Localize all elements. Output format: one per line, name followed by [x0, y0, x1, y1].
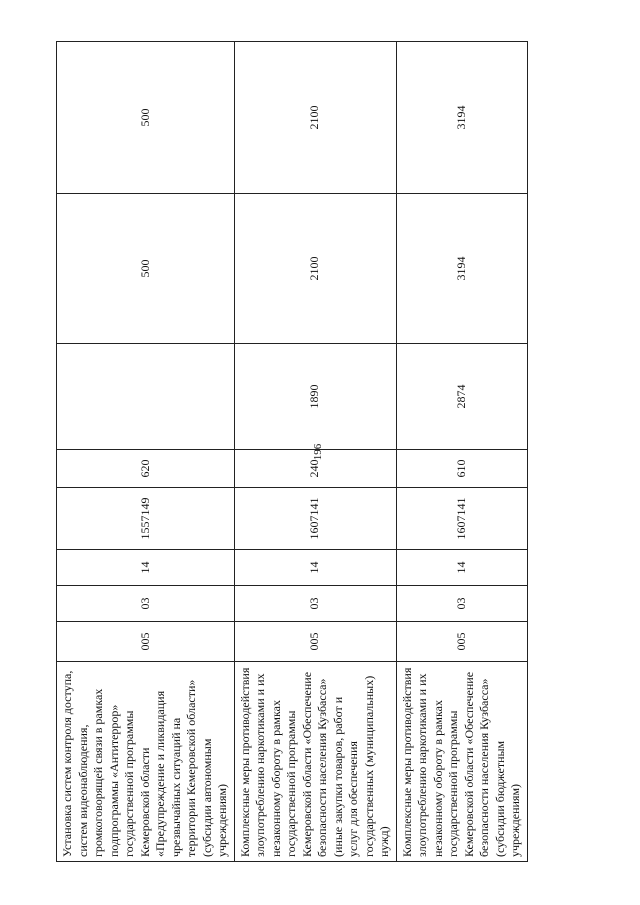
cell-amount-3: 500: [57, 42, 235, 194]
table-row: [396, 42, 527, 862]
cell-target-article: 1557149: [57, 488, 235, 550]
table-wrapper: [56, 42, 522, 862]
cell-subsection: 14: [396, 550, 527, 586]
cell-ministry-code: 005: [234, 622, 396, 662]
cell-amount-1: 2874: [396, 344, 527, 450]
cell-section: 03: [396, 586, 527, 622]
cell-amount-2: 500: [57, 194, 235, 344]
table-row: [57, 42, 235, 862]
cell-ministry-code: 005: [396, 622, 527, 662]
cell-expense-type: 620: [57, 450, 235, 488]
row-name: Комплексные меры противодействия злоупотреблению наркотиками и их незаконному обороту в рамках государственной программы Кемеровской области «Обеспечение безопасности населения Кузбасса» (иные закупки товаров, работ и услуг для обеспечения государственных (муниципальных) нужд): [234, 662, 396, 862]
cell-amount-1: [57, 344, 235, 450]
cell-target-article: 1607141: [396, 488, 527, 550]
cell-expense-type: 240: [234, 450, 396, 488]
cell-amount-2: 2100: [234, 194, 396, 344]
cell-amount-3: 2100: [234, 42, 396, 194]
row-name: Комплексные меры противодействия злоупотреблению наркотиками и их незаконному обороту в рамках государственной программы Кемеровской области «Обеспечение безопасности населения Кузбасса» (субсидии бюджетным учреждениям): [396, 662, 527, 862]
cell-subsection: 14: [57, 550, 235, 586]
cell-amount-1: 1890: [234, 344, 396, 450]
cell-subsection: 14: [234, 550, 396, 586]
cell-ministry-code: 005: [57, 622, 235, 662]
cell-amount-3: 3194: [396, 42, 527, 194]
table-row: [234, 42, 396, 862]
row-name: Установка систем контроля доступа, систем видеонаблюдения, громкоговорящей связи в рамках подпрограммы «Антитеррор» государственной программы Кемеровской области «Предупреждение и ликвидация чрезвычайных ситуаций на территории Кемеровской области» (субсидии автономным учреждениям): [57, 662, 235, 862]
cell-target-article: 1607141: [234, 488, 396, 550]
cell-section: 03: [57, 586, 235, 622]
budget-table: [56, 41, 528, 862]
cell-section: 03: [234, 586, 396, 622]
cell-amount-2: 3194: [396, 194, 527, 344]
cell-expense-type: 610: [396, 450, 527, 488]
page-number: 196: [312, 443, 324, 461]
